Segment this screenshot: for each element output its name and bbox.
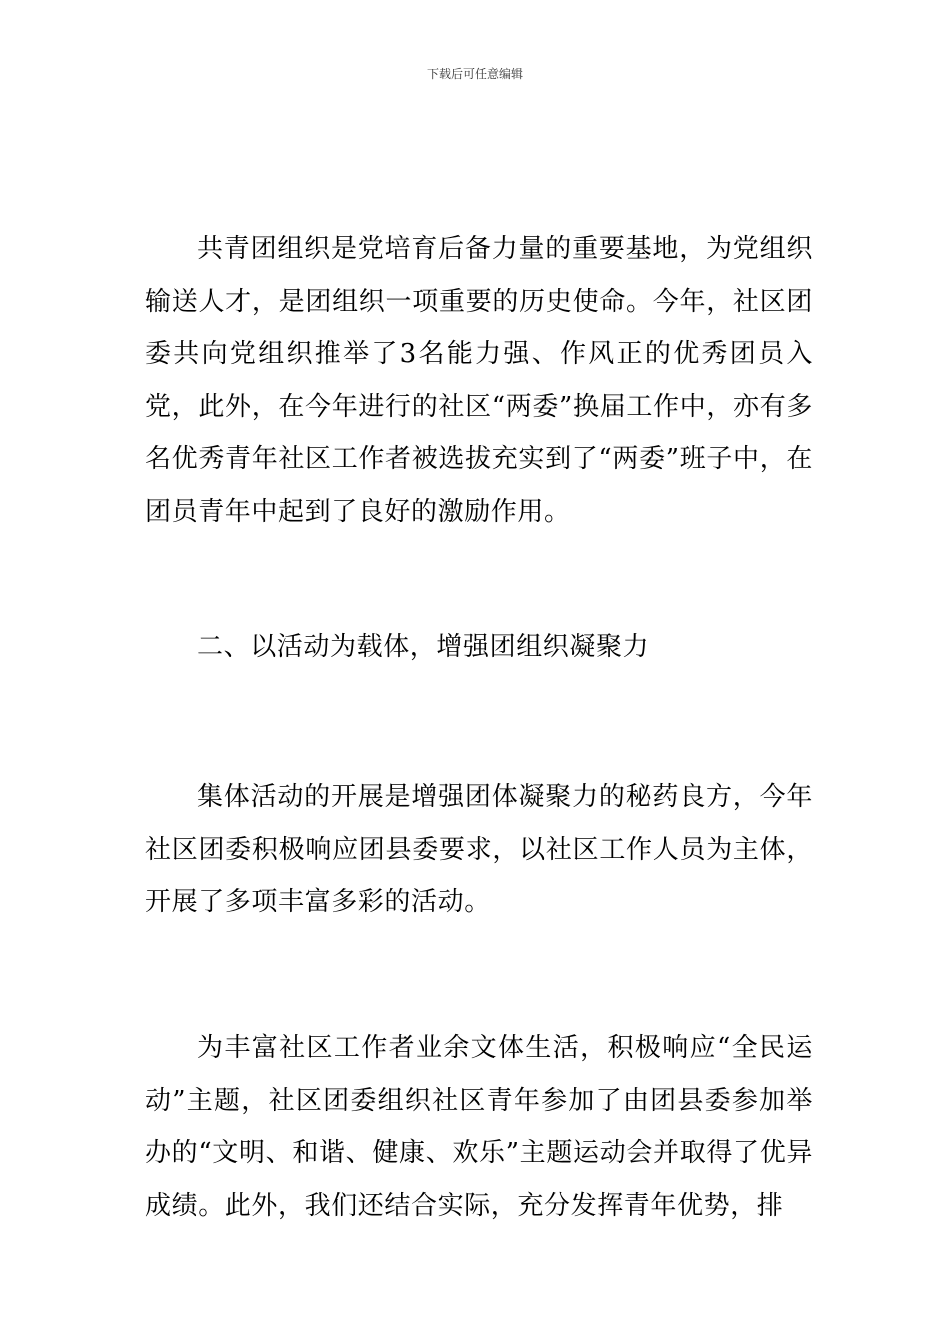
paragraph-party-talent: 共青团组织是党培育后备力量的重要基地，为党组织输送人才，是团组织一项重要的历史使命。今年，社区团委共向党组织推举了3名能力强、作风正的优秀团员入党，此外，在今年进行的社区“两委”换届工作中，亦有多名优秀青年社区工作者被选拔充实到了“两委”班子中，在团员青年中起到了良好的激励作用。 [145,234,813,527]
section-heading: 二、以活动为载体，增强团组织凝聚力 [197,632,650,662]
paragraph-collective-activities: 集体活动的开展是增强团体凝聚力的秘药良方，今年社区团委积极响应团县委要求，以社区工作人员为主体，开展了多项丰富多彩的活动。 [145,782,813,917]
page-header: 下载后可任意编辑 [426,67,523,81]
paragraph-sports-meeting: 为丰富社区工作者业余文体生活，积极响应“全民运动”主题，社区团委组织社区青年参加了由团县委参加举办的“文明、和谐、健康、欢乐”主题运动会并取得了优异成绩。此外，我们还结合实际，充分发挥青年优势，排 [145,1033,813,1221]
